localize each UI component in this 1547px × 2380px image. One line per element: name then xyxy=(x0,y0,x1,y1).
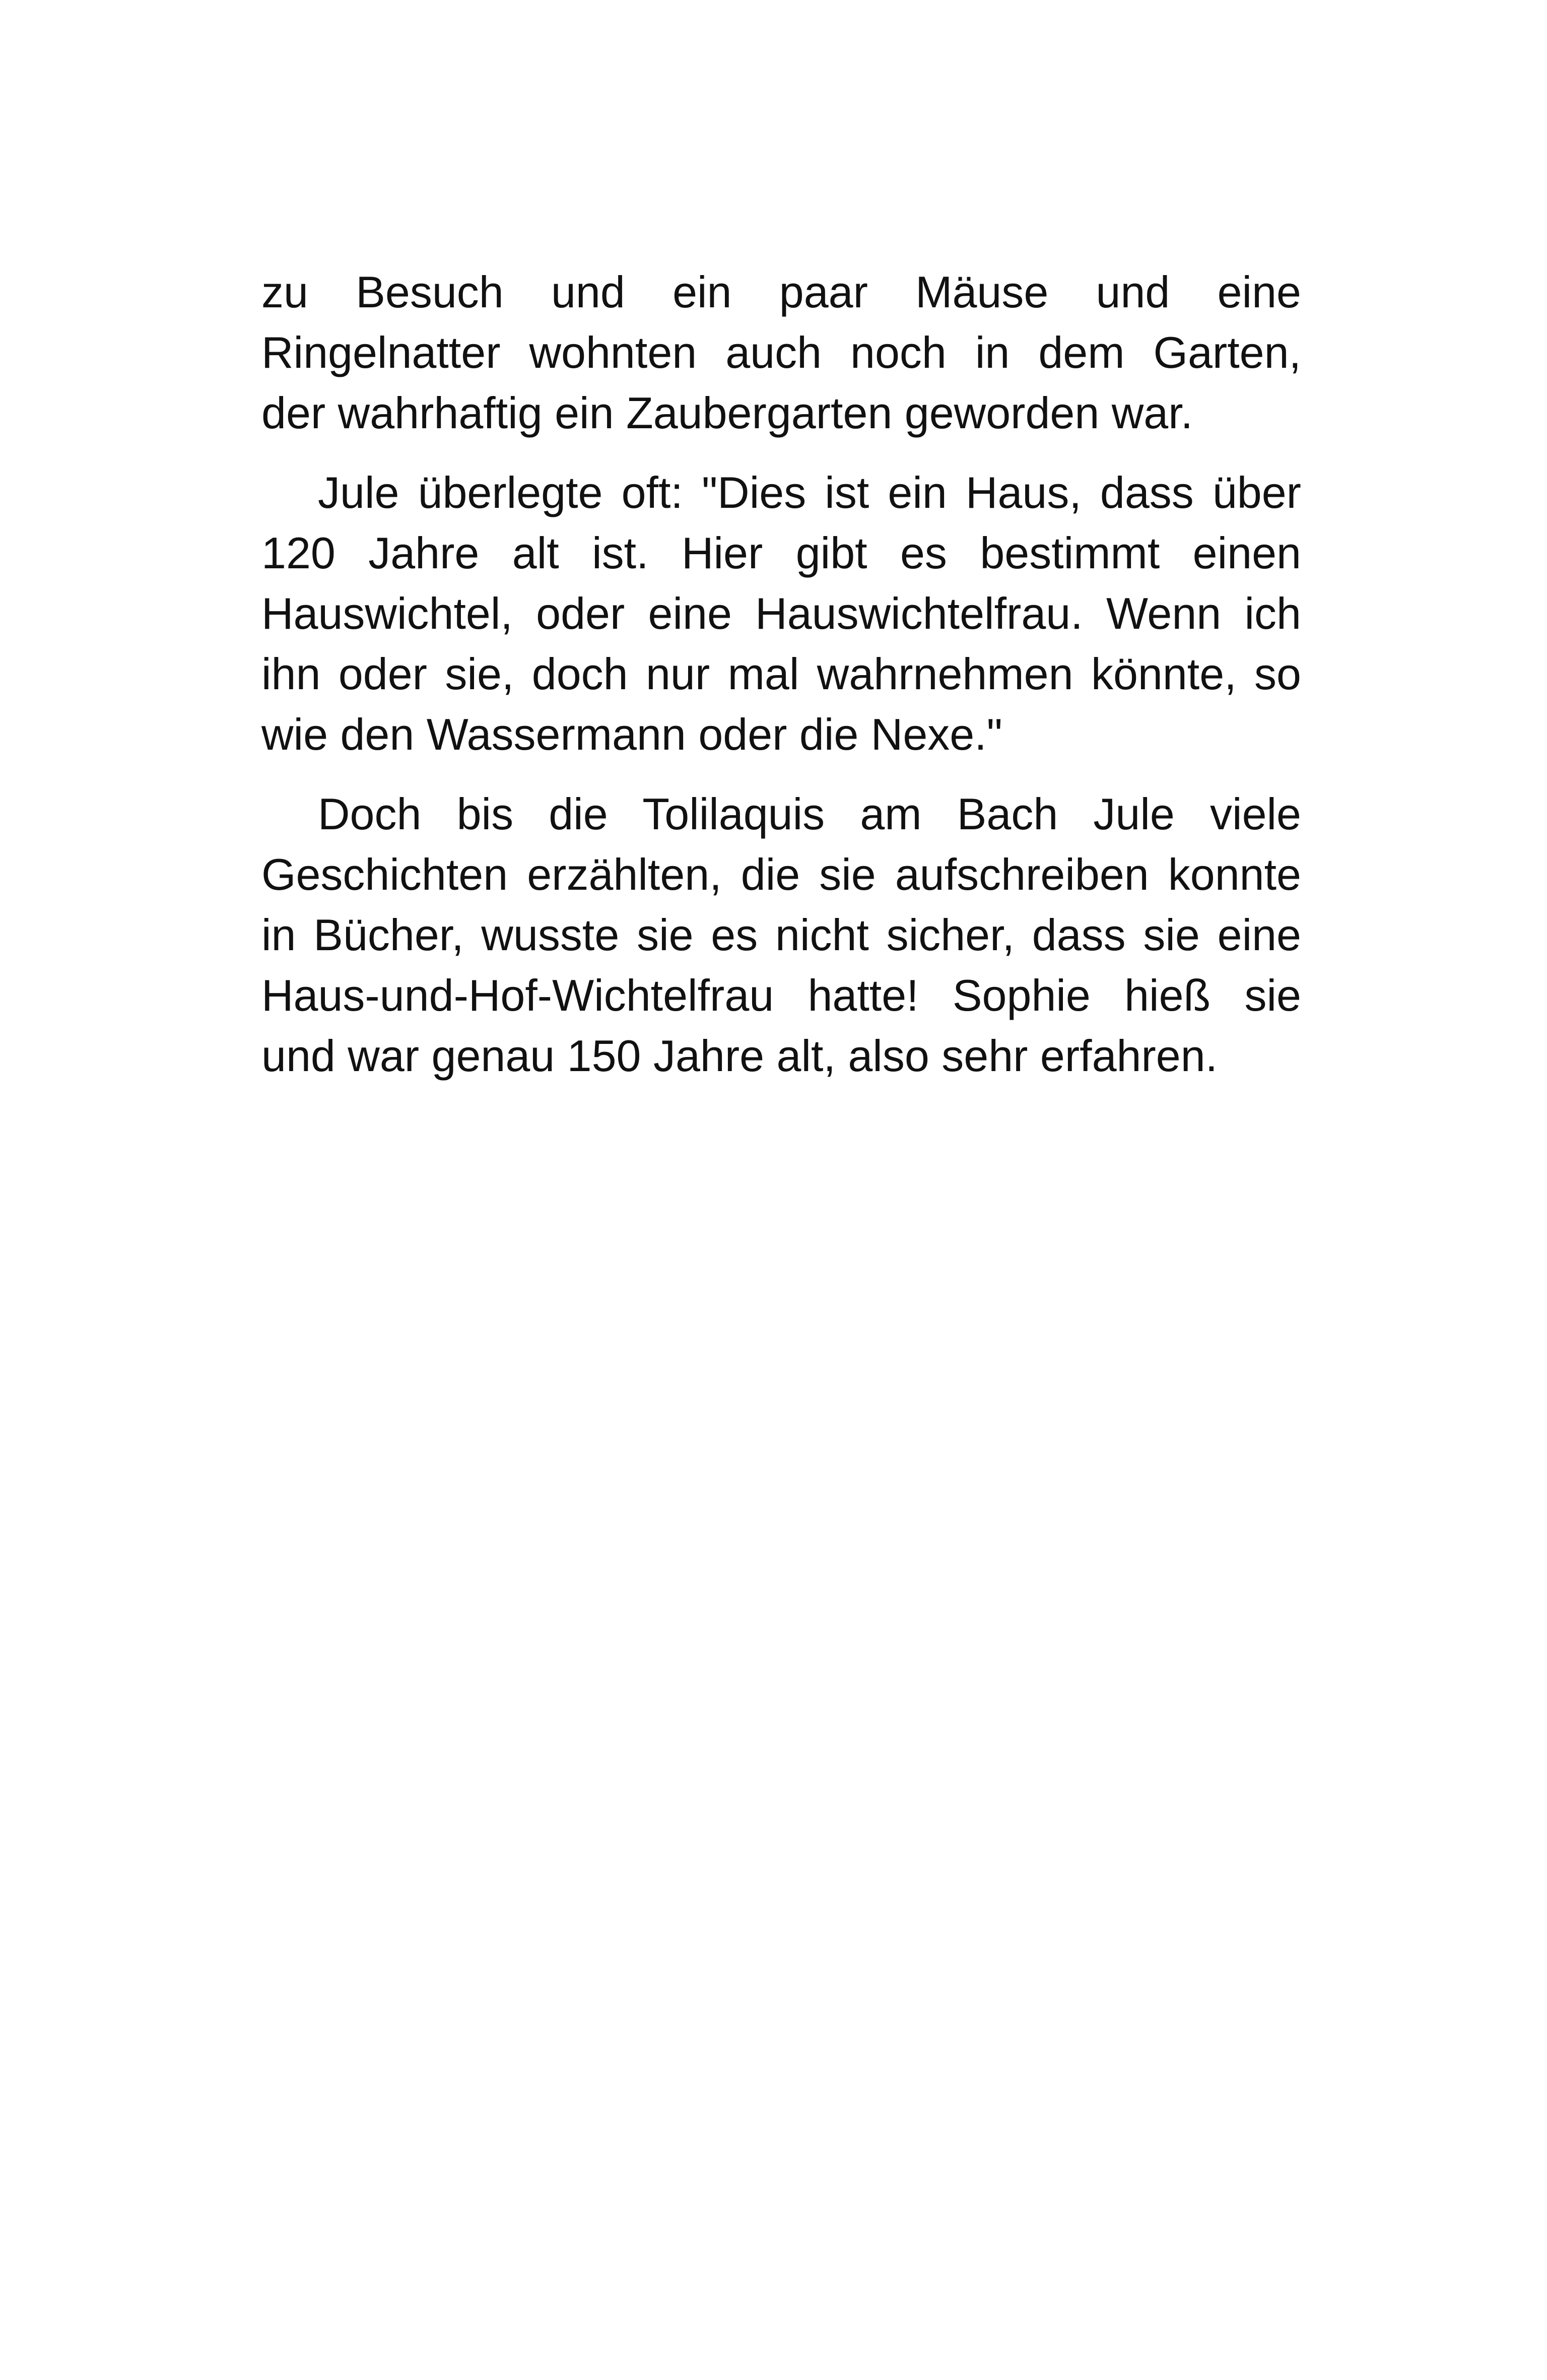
text-line: 120 Jahre alt ist. Hier gibt es bestimmt einen xyxy=(261,528,1301,578)
paragraph-1 xyxy=(261,262,1301,443)
text-line: Doch bis die Tolilaquis am Bach Jule viele xyxy=(318,789,1301,839)
text-line: und war genau 150 Jahre alt, also sehr erfahren. xyxy=(261,1031,1218,1081)
text-line: Geschichten erzählten, die sie aufschreiben konnte xyxy=(261,849,1301,899)
text-line: Ringelnatter wohnten auch noch in dem Garten, xyxy=(261,327,1301,377)
body-text xyxy=(261,262,1301,1086)
text-line: wie den Wassermann oder die Nexe." xyxy=(261,709,1002,759)
text-line: zu Besuch und ein paar Mäuse und eine xyxy=(261,267,1301,317)
paragraph-2 xyxy=(261,462,1301,765)
text-line: der wahrhaftig ein Zaubergarten geworden war. xyxy=(261,388,1193,438)
text-line: in Bücher, wusste sie es nicht sicher, dass sie eine xyxy=(261,910,1301,960)
text-line: Hauswichtel, oder eine Hauswichtelfrau. Wenn ich xyxy=(261,588,1301,638)
text-line: Jule überlegte oft: "Dies ist ein Haus, dass über xyxy=(318,468,1301,517)
paragraph-spacer xyxy=(261,765,1301,784)
paragraph-spacer xyxy=(261,443,1301,462)
paragraph-3 xyxy=(261,784,1301,1086)
text-line: Haus-und-Hof-Wichtelfrau hatte! Sophie hieß sie xyxy=(261,970,1301,1020)
text-line: ihn oder sie, doch nur mal wahrnehmen könnte, so xyxy=(261,649,1301,699)
